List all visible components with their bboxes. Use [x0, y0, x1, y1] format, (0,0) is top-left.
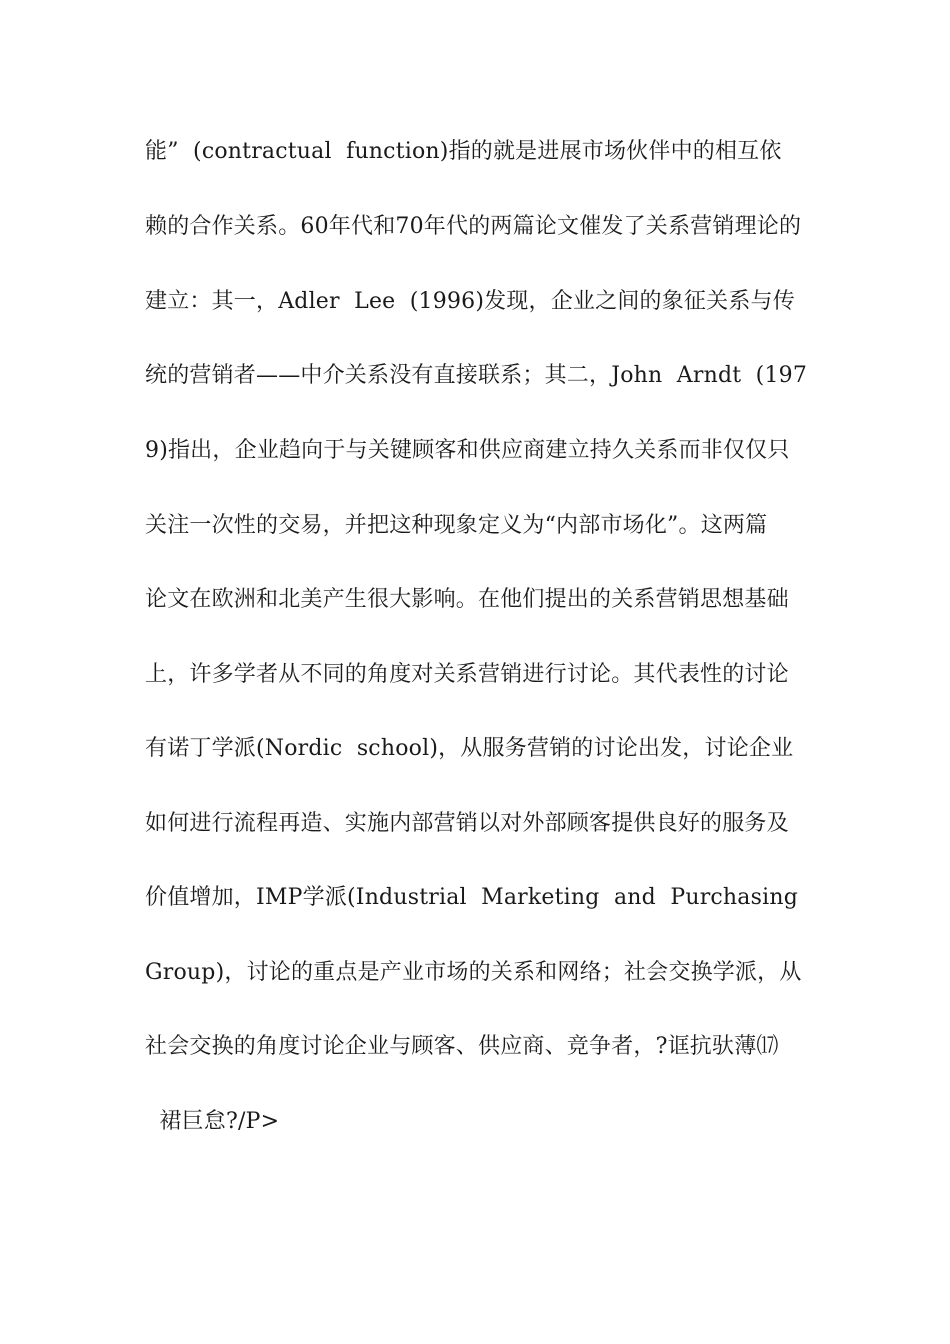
text-line: 9)指出，企业趋向于与关键顾客和供应商建立持久关系而非仅仅只 [145, 438, 790, 463]
text-line: 裙巨怠?/P> [145, 1109, 280, 1134]
text-line: 统的营销者——中介关系没有直接联系；其二，John Arndt (197 [145, 363, 808, 388]
text-line: Group)，讨论的重点是产业市场的关系和网络；社会交换学派，从 [145, 960, 802, 985]
text-line: 论文在欧洲和北美产生很大影响。在他们提出的关系营销思想基础 [145, 587, 789, 612]
text-line: 社会交换的角度讨论企业与顾客、供应商、竞争者，?诓抗驮薄⒄ [145, 1034, 779, 1059]
text-line: 有诺丁学派(Nordic school)，从服务营销的讨论出发，讨论企业 [145, 736, 794, 761]
text-line: 赖的合作关系。60年代和70年代的两篇论文催发了关系营销理论的 [145, 214, 802, 239]
text-line: 能” (contractual function)指的就是进展市场伙伴中的相互依 [145, 139, 782, 164]
text-line: 上，许多学者从不同的角度对关系营销进行讨论。其代表性的讨论 [145, 662, 789, 687]
text-line: 关注一次性的交易，并把这种现象定义为“内部市场化”。这两篇 [145, 513, 768, 538]
text-line: 建立：其一，Adler Lee (1996)发现，企业之间的象征关系与传 [145, 289, 795, 314]
text-line: 价值增加，IMP学派(Industrial Marketing and Purchasing [145, 885, 798, 910]
text-line: 如何进行流程再造、实施内部营销以对外部顾客提供良好的服务及 [145, 811, 789, 836]
